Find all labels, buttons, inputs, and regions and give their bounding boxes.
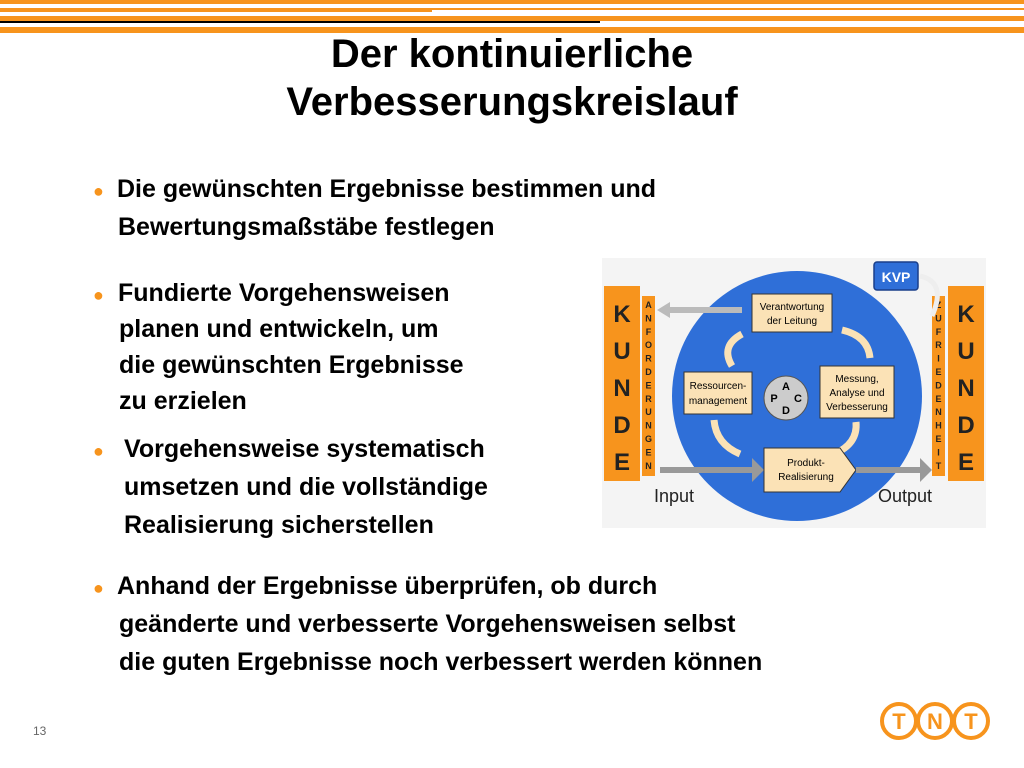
anforderungen-letter: O (644, 340, 653, 351)
anforderungen-letter: N (645, 420, 652, 431)
anforderungen-letter: A (645, 300, 652, 310)
bullet-4-line-2: geänderte und verbesserte Vorgehensweisen selbst (119, 610, 736, 638)
zufriedenheit-letter: R (935, 340, 942, 351)
kunde-left-letter: D (613, 412, 631, 439)
bullet-1-line-2: Bewertungsmaßstäbe festlegen (118, 213, 495, 241)
box-left-line2: management (688, 396, 748, 407)
anforderungen-letter: U (645, 407, 652, 418)
kunde-left-letter: U (613, 338, 631, 365)
box-left-line1: Ressourcen- (689, 381, 747, 392)
kunde-left-letter: N (613, 375, 631, 402)
kunde-right-letter: K (957, 301, 975, 328)
bullet-1-line-1: Die gewünschten Ergebnisse bestimmen und (117, 175, 657, 203)
improvement-cycle-diagram (602, 258, 986, 528)
kunde-right-letters (957, 301, 975, 476)
box-bottom-line1: Produkt- (787, 458, 825, 469)
title-line-1: Der kontinuierliche (330, 32, 694, 76)
anforderungen-letter: F (645, 326, 652, 337)
slide-title (0, 30, 1024, 126)
anforderungen-letter: E (645, 380, 652, 391)
box-right-line2: Analyse und (829, 388, 885, 399)
bullet-3-line-1: Vorgehensweise systematisch (124, 435, 485, 463)
kunde-right-letter: N (957, 375, 975, 402)
pdca-a: A (782, 381, 790, 393)
zufriedenheit-letter: E (935, 393, 942, 404)
kunde-left-letter: E (613, 449, 631, 476)
logo-letter: T (964, 709, 978, 734)
box-product-realization (764, 448, 856, 492)
zufriedenheit-letter: E (935, 367, 942, 377)
anforderungen-letter: R (645, 393, 652, 404)
bullet-4-line-3: die guten Ergebnisse noch verbessert werden können (119, 648, 763, 676)
pdca-c: C (794, 393, 802, 405)
page-number: 13 (33, 724, 47, 738)
bullet-dot: ● (93, 441, 104, 461)
zufriedenheit-letter: E (935, 434, 942, 444)
bullet-4-line-1: Anhand der Ergebnisse überprüfen, ob durch (117, 572, 658, 600)
anforderungen-letter: N (645, 313, 652, 324)
logo-letter: T (892, 709, 906, 734)
zufriedenheit-letter: T (935, 460, 942, 471)
bullet-2-line-3: die gewünschten Ergebnisse (119, 351, 464, 379)
anforderungen-letter: E (645, 447, 652, 458)
zufriedenheit-letter: I (937, 353, 940, 364)
bullet-1 (93, 170, 656, 246)
zufriedenheit-letter: D (935, 380, 942, 391)
kunde-right-letter: U (957, 338, 975, 365)
logo-letter: N (927, 709, 943, 734)
zufriedenheit-letter: H (935, 420, 942, 431)
bullet-2 (93, 274, 464, 420)
box-right-line3: Verbesserung (826, 402, 888, 413)
anforderungen-letter: R (645, 353, 652, 364)
bullet-dot: ● (93, 181, 104, 201)
output-label: Output (878, 486, 933, 506)
bullet-2-line-4: zu erzielen (119, 387, 247, 415)
bullet-2-line-2: planen und entwickeln, um (119, 315, 439, 343)
kunde-left-letter: K (613, 301, 631, 328)
bullet-dot: ● (93, 285, 104, 305)
anforderungen-letter: D (645, 367, 652, 377)
kunde-right-letter: E (957, 449, 975, 476)
anforderungen-letter: G (644, 434, 653, 444)
kunde-left-letters (613, 301, 631, 476)
tnt-logo (880, 700, 990, 742)
title-line-2: Verbesserungskreislauf (286, 80, 738, 124)
box-right-line1: Messung, (835, 374, 879, 385)
box-resource-management (684, 372, 752, 414)
zufriedenheit-letter: N (935, 407, 942, 418)
bullet-2-line-1: Fundierte Vorgehensweisen (118, 279, 450, 307)
kunde-right-letter: D (957, 412, 975, 439)
pdca-p: P (770, 393, 778, 405)
bullet-4 (93, 567, 762, 681)
box-top-line1: Verantwortung (759, 302, 825, 313)
zufriedenheit-letter: Z (935, 300, 942, 310)
zufriedenheit-letter: I (937, 447, 940, 458)
input-label: Input (654, 486, 695, 506)
bullet-3 (93, 430, 488, 544)
bullet-3-line-3: Realisierung sicherstellen (124, 511, 434, 539)
zufriedenheit-letter: U (935, 313, 942, 324)
kvp-label: KVP (881, 269, 911, 285)
bullet-3-line-2: umsetzen und die vollständige (124, 473, 488, 501)
pdca-d: D (782, 405, 790, 417)
box-top-line2: der Leitung (766, 316, 818, 327)
bullet-dot: ● (93, 578, 104, 598)
box-bottom-line2: Realisierung (778, 472, 834, 483)
anforderungen-letter: N (645, 460, 652, 471)
zufriedenheit-letter: F (935, 326, 942, 337)
